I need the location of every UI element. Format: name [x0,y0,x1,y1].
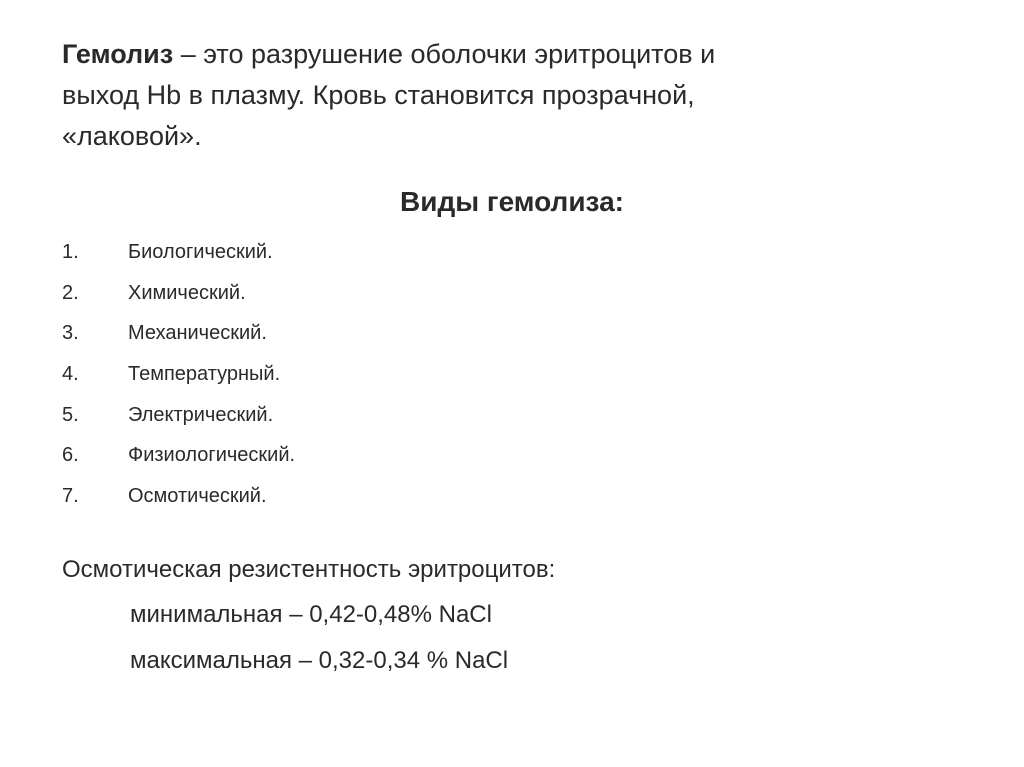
list-item-label: Осмотический. [128,484,267,507]
types-list [62,232,295,517]
list-item-label: Температурный. [128,362,281,385]
list-item-label: Биологический. [128,240,273,263]
intro-line-1 [62,34,962,75]
list-item [62,232,295,273]
resistance-maximal: максимальная – 0,32-0,34 % NaCl [130,647,509,674]
list-item [62,435,295,476]
list-item-number: 6. [62,444,79,467]
list-item-label: Механический. [128,322,267,345]
list-item [62,476,295,517]
list-item-number: 4. [62,362,79,385]
list-item-label: Химический. [128,281,246,304]
list-item-number: 7. [62,484,79,507]
list-item [62,273,295,314]
types-title: Виды гемолиза: [400,186,624,217]
intro-term: Гемолиз [62,39,174,69]
list-item-label: Физиологический. [128,444,296,467]
list-item-number: 3. [62,322,79,345]
intro-line-2: выход Hb в плазму. Кровь становится прозрачной, [62,80,695,110]
intro-line-3: «лаковой». [62,121,202,151]
resistance-heading: Осмотическая резистентность эритроцитов: [62,556,556,583]
list-item-label: Электрический. [128,403,274,426]
list-item-number: 5. [62,403,79,426]
list-item-number: 2. [62,281,79,304]
list-item [62,313,295,354]
list-item-number: 1. [62,240,79,263]
resistance-minimal: минимальная – 0,42-0,48% NaCl [130,601,492,628]
list-item [62,354,295,395]
intro-paragraph [62,34,962,157]
intro-line-1-text: – это разрушение оболочки эритроцитов и [173,39,716,69]
list-item [62,395,295,436]
